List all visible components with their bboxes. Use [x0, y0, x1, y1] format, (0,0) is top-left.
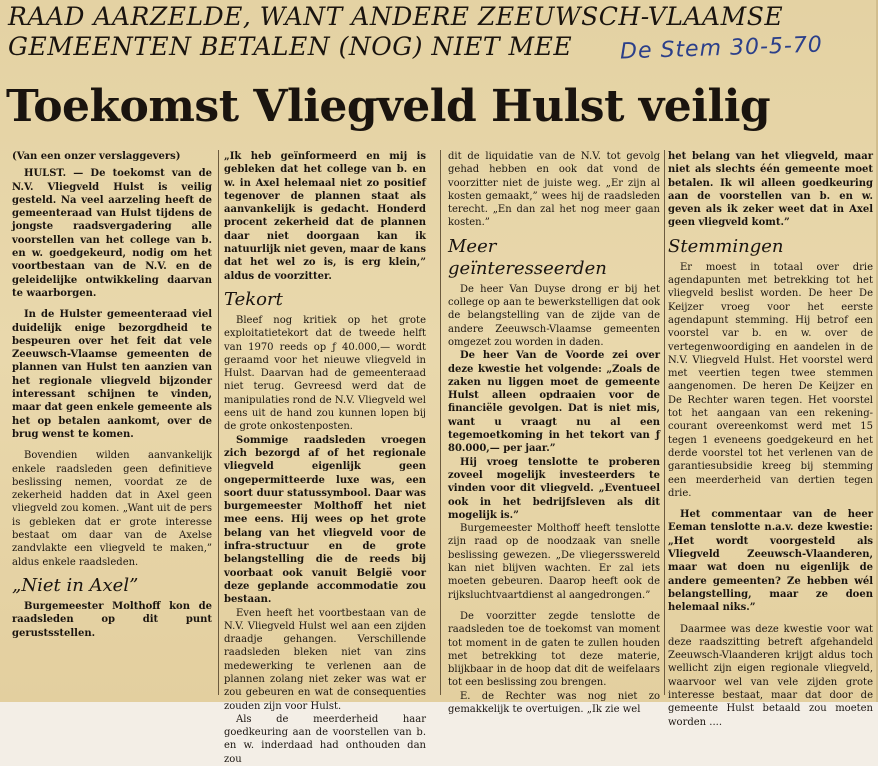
paragraph: dit de liquidatie van de N.V. tot gevolg gehad hebben en ook dat vond de voorzitter niet de juiste weg. „Er zijn al kosten gemaakt,” wees hij de raadsleden terecht. „En dan zal het nog meer gaan kosten.”	[448, 151, 660, 229]
paragraph: Er moest in totaal over drie agendapunten met betrekking tot het vliegveld beslist worden. De heer De Keijzer vroeg voor het eerste agendapunt stemming. Hij betrof een voorstel var b. en w. over de vertegenwoordiging en aandelen in de N.V. Vliegveld Hulst. Het voorstel werd met veertien tegen twee stemmen aangenomen. De heren De Keijzer en De Rechter waren tegen. Het voorstel tot het aangaan van een rekening-courant overeenkomst werd met 15 tegen 1 eveneens goedgekeurd en het derde voorstel tot het verlenen van de garantiesubsidie kreeg bij stemming een meerderheid van dertien tegen drie.	[668, 261, 873, 499]
column-divider	[664, 150, 665, 695]
subheading-stemmingen: Stemmingen	[668, 235, 784, 257]
article-column-3	[448, 150, 660, 715]
paragraph: het belang van het vliegveld, maar niet als slechts één gemeente moet betalen. Ik wil alleen goedkeuring aan de voorstellen van b. en w. geven als ik zeker weet dat in Axel geen vliegveld komt.”	[668, 151, 873, 229]
paragraph: Even heeft het voortbestaan van de N.V. Vliegveld Hulst wel aan een zijden draadje gehangen. Verschillende raadsleden bleken niet van zins medewerking te verlenen aan de plannen zolang niet zeker was wat er zou gebeuren en wat de consequenties zouden zijn voor Hulst.	[224, 607, 426, 712]
kicker-line-1: RAAD AARZELDE, WANT ANDERE ZEEUWSCH-VLAAMSE	[8, 2, 784, 31]
paragraph: Burgemeester Molthoff heeft tenslotte zijn raad op de noodzaak van snelle beslissing gewezen. „De vliegersswereld kan niet blijven wachten. Er zal iets moeten gebeuren. Daarop heeft ook de rijksluchtvaartdienst al aangedrongen.”	[448, 523, 660, 601]
paragraph: Burgemeester Molthoff kon de raadsleden op dit punt gerustsstellen.	[12, 600, 212, 639]
column-divider	[218, 150, 219, 695]
paragraph: Bleef nog kritiek op het grote exploitatietekort dat de tweede helft van 1970 reeds op ƒ 40.000,— wordt geraamd voor het nieuwe vliegveld in Hulst. Daarvan had de gemeenteraad niet terug. Gevreesd werd dat de manipulaties rond de N.V. Vliegveld wel eens uit de hand zou kunnen lopen bij de grote onkostenposten.	[224, 314, 426, 433]
kicker-line-2: GEMEENTEN BETALEN (NOG) NIET MEE	[8, 32, 573, 61]
main-headline: Toekomst Vliegveld Hulst veilig	[6, 81, 771, 132]
paragraph: Daarmee was deze kwestie voor wat deze raadszitting betreft afgehandeld Zeeuwsch-Vlaanderen krijgt aldus toch wellicht zijn eigen regionale vliegveld, waarvoor wel van vele zijden grote interesse bestaat, maar dat door de gemeente Hulst betaald zou moeten worden ....	[668, 623, 873, 728]
subheading-niet-in-axel: „Niet in Axel”	[12, 574, 139, 596]
paragraph: E. de Rechter was nog niet zo gemakkelijk te overtuigen. „Ik zie wel	[448, 690, 660, 715]
article-column-4	[668, 150, 873, 728]
paragraph: Het commentaar van de heer Eeman tenslotte n.a.v. deze kwestie: „Het wordt voorgesteld als Vliegveld Zeeuwsch-Vlaanderen, maar wat doen nu eigenlijk de andere gemeenten? Ze hebben wél belangstelling, maar ze doen helemaal niks.”	[668, 509, 873, 614]
article-column-2	[224, 150, 426, 765]
article-column-1	[12, 150, 212, 698]
handwritten-source-note: De Stem 30-5-70	[619, 32, 824, 65]
subheading-meer-geinteresseerden: Meer geïnteresseerden	[448, 235, 607, 279]
paragraph: Bovendien wilden aanvankelijk enkele raadsleden geen definitieve beslissing nemen, voordat ze de zekerheid hadden dat in Axel geen vliegveld zou komen. „Want uit de pers is gebleken dat er grote interesse bestaat om daar van de Axelse zandvlakte een vliegveld te maken,” aldus enkele raadsleden.	[12, 450, 212, 568]
paragraph: Als de meerderheid haar goedkeuring aan de voorstellen van b. en w. inderdaad had onthouden dan zou	[224, 713, 426, 765]
paragraph: Hij vroeg tenslotte te proberen zoveel mogelijk investeerders te vinden voor dit vliegveld. „Eventueel ook in het bedrijfsleven als dit mogelijk is.”	[448, 456, 660, 521]
paragraph: De heer Van de Voorde zei over deze kwestie het volgende: „Zoals de zaken nu liggen moet de gemeente Hulst alleen opdraaien voor de financiële gevolgen. Dat is niet mis, want u vraagt nu al een tegemoetkoming in het tekort van ƒ 80.000,— per jaar.”	[448, 350, 660, 455]
paragraph: In de Hulster gemeenteraad viel duidelijk enige bezorgdheid te bespeuren over het feit dat vele Zeeuwsch-Vlaamse gemeenten de plannen van Hulst ten aanzien van het regionale vliegveld bijzonder interessant schijnen te vinden, maar dat geen enkele gemeente als het op betalen aankomt, over de brug wenst te komen.	[12, 309, 212, 440]
paragraph: „Ik heb geïnformeerd en mij is gebleken dat het college van b. en w. in Axel helemaal niet zo positief tegenover de plannen staat als aanvankelijk is gedacht. Honderd procent zekerheid dat de plannen daar niet doorgaan kan ik natuurlijk niet geven, maar de kans dat het wel zo is, is erg klein,” aldus de voorzitter.	[224, 151, 426, 282]
paragraph: Sommige raadsleden vroegen zich bezorgd af of het regionale vliegveld eigenlijk geen ongepermitteerde luxe was, een soort duur statussymbool. Daar was burgemeester Molthoff het niet mee eens. Hij wees op het grote belang van het vliegveld voor de infra-structuur en de grote belangstelling die de reeds bij voorbaat ook vanuit België voor deze geplande accommodatie zou bestaan.	[224, 434, 426, 606]
subheading-tekort: Tekort	[224, 288, 283, 310]
byline: (Van een onzer verslaggevers)	[12, 151, 181, 162]
column-divider	[440, 150, 441, 695]
lead-paragraph: HULST. — De toekomst van de N.V. Vliegveld Hulst is veilig gesteld. Na veel aarzeling heeft de gemeenteraad van Hulst tijdens de jongste raadsvergadering alle voorstellen van het college van b. en w. goedgekeurd, nodig om het voortbestaan van de N.V. en de geleidelijke ontwikkeling daarvan te waarborgen.	[12, 168, 212, 299]
paragraph: De heer Van Duyse drong er bij het college op aan te bewerkstelligen dat ook de belangstelling van de zijde van de andere Zeeuwsch-Vlaamse gemeenten omgezet zou worden in daden.	[448, 283, 660, 348]
paragraph: De voorzitter zegde tenslotte de raadsleden toe de toekomst van moment tot moment in de gaten te zullen houden met betrekking tot deze materie, blijkbaar in de hoop dat dit de weifelaars tot een beslissing zou brengen.	[448, 610, 660, 689]
